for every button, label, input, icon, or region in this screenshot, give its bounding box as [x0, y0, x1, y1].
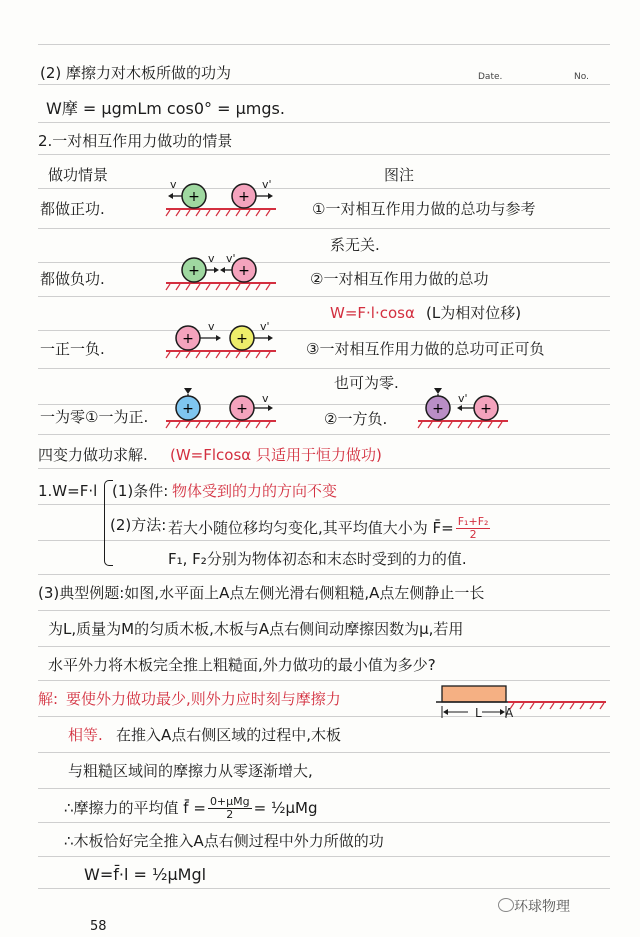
ruled-line: [38, 262, 610, 263]
ruled-line: [38, 504, 610, 505]
ruled-line: [38, 856, 610, 857]
scenario-label: 一为零①一为正.: [40, 408, 149, 426]
length-label: L: [475, 706, 482, 720]
average-friction-fraction: [208, 796, 252, 821]
velocity-label: v': [260, 320, 270, 333]
solution-red-line-1: 要使外力做功最少,则外力应时刻与摩擦力: [66, 690, 341, 708]
ruled-line: [38, 154, 610, 155]
section-2-title: 2.一对相互作用力做功的情景: [38, 132, 233, 150]
velocity-label: v: [262, 392, 269, 405]
ruled-line: [38, 468, 610, 469]
ruled-line: [38, 44, 610, 45]
note-2-paren: (L为相对位移): [426, 304, 522, 322]
scenario-label: 都做正功.: [40, 200, 105, 218]
ruled-line: [38, 888, 610, 889]
velocity-label: v: [170, 178, 177, 191]
ruled-line: [38, 822, 610, 823]
ruled-line: [38, 330, 610, 331]
solution-label: 解:: [38, 690, 59, 708]
condition-text: 物体受到的力的方向不变: [172, 482, 338, 500]
method-line-2: F₁, F₂分别为物体初态和末态时受到的力的值.: [168, 550, 467, 568]
fraction-denominator: 2: [469, 528, 477, 541]
column-notes-header: 图注: [384, 166, 415, 184]
velocity-label: v: [208, 252, 215, 265]
ruled-line: [38, 368, 610, 369]
svg-text:+: +: [188, 189, 200, 205]
svg-text:+: +: [182, 331, 194, 347]
ruled-line: [38, 84, 610, 85]
friction-work-title: (2) 摩擦力对木板所做的功为: [40, 64, 232, 82]
condition-label: (1)条件:: [112, 482, 169, 500]
example-line-2: 为L,质量为M的匀质木板,木板与A点右侧间动摩擦因数为μ,若用: [48, 620, 464, 638]
section-4-note: (W=Flcosα 只适用于恒力做功): [170, 446, 382, 464]
note-3-line-2: 也可为零.: [334, 374, 399, 392]
method-text-main: 若大小随位移均匀变化,其平均值大小为 F̄=: [168, 519, 454, 537]
ruled-line: [38, 296, 610, 297]
fraction-numerator: F₁+F₂: [457, 515, 489, 528]
ruled-line: [38, 752, 610, 753]
ruled-line: [38, 574, 610, 575]
velocity-label: v': [458, 392, 468, 405]
ruled-line: [38, 680, 610, 681]
svg-text:+: +: [238, 189, 250, 205]
average-force-fraction: [456, 516, 491, 541]
ruled-line: [38, 610, 610, 611]
method-text: [168, 516, 492, 541]
svg-text:+: +: [188, 263, 200, 279]
column-scenario-header: 做功情景: [48, 166, 109, 184]
note-2: ②一对相互作用力做的总功: [310, 270, 489, 288]
ruled-line: [38, 434, 610, 435]
solution-line-4-tail: = ½μMg: [253, 799, 318, 817]
ruled-line: [38, 228, 610, 229]
ruled-line: [38, 122, 610, 123]
svg-text:+: +: [432, 401, 444, 417]
ruled-line: [38, 788, 610, 789]
note-3-line-1: ③一对相互作用力做的总功可正可负: [306, 340, 545, 358]
solution-result: W=f̄·l = ½μMgl: [84, 865, 207, 884]
plank-diagram: [436, 684, 608, 724]
scenario-label: 都做负功.: [40, 270, 105, 288]
velocity-label: v: [208, 320, 215, 333]
svg-text:+: +: [238, 263, 250, 279]
svg-text:+: +: [480, 401, 492, 417]
watermark-text: 环球物理: [514, 899, 570, 915]
ruled-line: [38, 646, 610, 647]
point-a-label: A: [505, 706, 514, 720]
velocity-label: v': [226, 252, 236, 265]
note-4: ②一方负.: [324, 410, 388, 428]
svg-text:+: +: [182, 401, 194, 417]
section-4-title: 四变力做功求解.: [38, 446, 148, 464]
solution-red-line-2: 相等.: [68, 726, 103, 744]
ruled-line: [38, 404, 610, 405]
scenario-label: 一正一负.: [40, 340, 105, 358]
method-1-formula: 1.W=F·l: [38, 482, 98, 500]
svg-text:+: +: [236, 401, 248, 417]
solution-line-3: 与粗糙区域间的摩擦力从零逐渐增大,: [68, 762, 313, 780]
method-label: (2)方法:: [110, 516, 167, 534]
solution-line-2: 在推入A点右侧区域的过程中,木板: [116, 726, 342, 744]
fraction-numerator: 0+μMg: [209, 795, 250, 808]
wooden-plank: [442, 686, 506, 702]
note-1-line-2: 系无关.: [330, 236, 380, 254]
ruled-line: [38, 188, 610, 189]
date-label: Date.: [478, 72, 503, 82]
fraction-denominator: 2: [226, 808, 234, 821]
friction-work-formula: W摩 = μgmLm cos0° = μmgs.: [46, 99, 285, 118]
note-2-formula: W=F·l·cosα: [330, 304, 415, 322]
svg-text:+: +: [236, 331, 248, 347]
example-line-1: (3)典型例题:如图,水平面上A点左侧光滑右侧粗糙,A点左侧静止一长: [38, 584, 485, 602]
page-number: 58: [90, 919, 107, 934]
number-label: No.: [574, 72, 589, 82]
wechat-icon: [498, 898, 514, 912]
solution-line-4-text: ∴摩擦力的平均值 f̄ =: [64, 799, 206, 817]
velocity-label: v': [262, 178, 272, 191]
example-line-3: 水平外力将木板完全推上粗糙面,外力做功的最小值为多少?: [48, 656, 436, 674]
solution-line-5: ∴木板恰好完全推入A点右侧过程中外力所做的功: [64, 832, 384, 850]
note-1-line-1: ①一对相互作用力做的总功与参考: [312, 200, 536, 218]
solution-line-4: [64, 796, 318, 821]
